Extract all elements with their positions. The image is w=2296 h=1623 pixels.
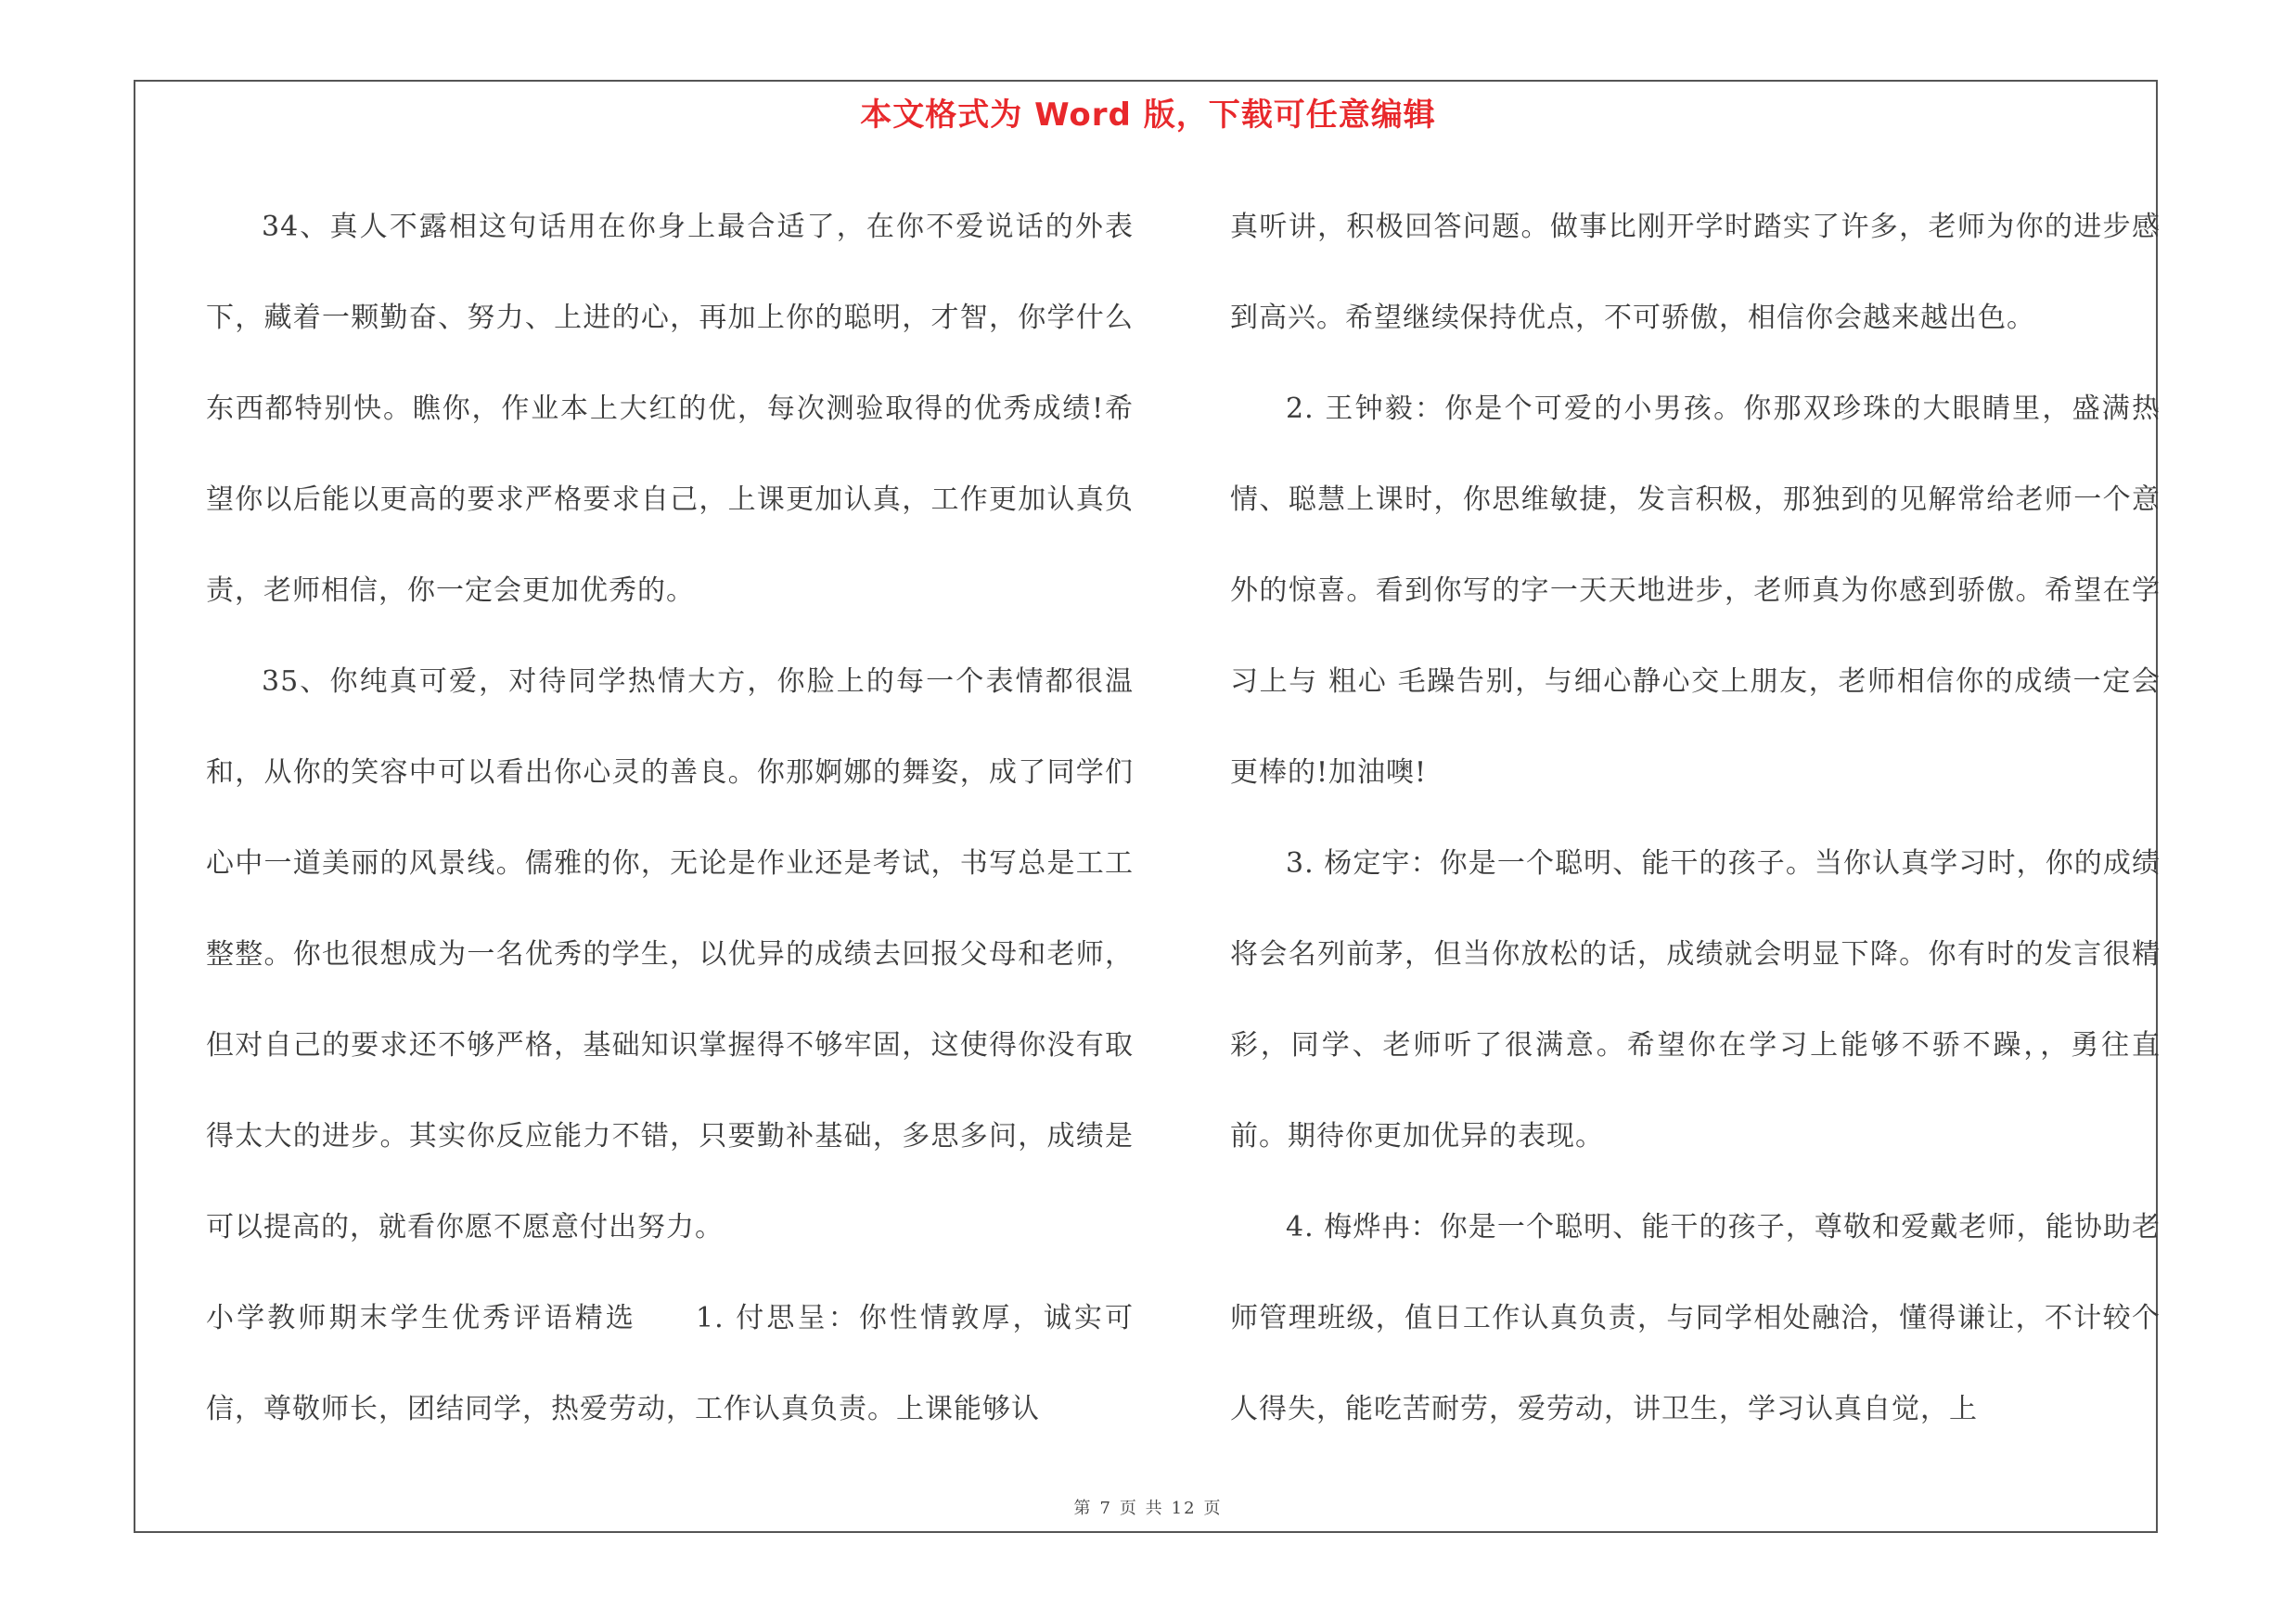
footer-mid: 页 共 bbox=[1119, 1499, 1164, 1518]
section-paragraph bbox=[206, 1273, 1134, 1455]
footer-suffix: 页 bbox=[1203, 1499, 1223, 1518]
page-header: 本文格式为 Word 版，下载可任意编辑 bbox=[860, 97, 1436, 134]
comment-1: 1. 付思呈：你性情敦厚，诚实可信，尊敬师长，团结同学，热爱劳动，工作认真负责。上课能够认 bbox=[206, 1302, 1134, 1425]
right-column bbox=[1230, 182, 2161, 1455]
footer-page-number: 7 bbox=[1099, 1499, 1112, 1518]
comment-2: 2. 王钟毅：你是个可爱的小男孩。你那双珍珠的大眼睛里，盛满热情、聪慧上课时，你思维敏捷，发言积极，那独到的见解常给老师一个意外的惊喜。看到你写的字一天天地进步，老师真为你感到骄傲。希望在学习上与 粗心 毛躁告别，与细心静心交上朋友，老师相信你的成绩一定会更棒的!加油噢! bbox=[1230, 393, 2161, 789]
comment-4: 4. 梅烨冉：你是一个聪明、能干的孩子，尊敬和爱戴老师，能协助老师管理班级，值日工作认真负责，与同学相处融洽，懂得谦让，不计较个人得失，能吃苦耐劳，爱劳动，讲卫生，学习认真自觉，上 bbox=[1230, 1211, 2161, 1425]
page-footer bbox=[0, 1495, 2296, 1519]
comment-35: 35、你纯真可爱，对待同学热情大方，你脸上的每一个表情都很温和，从你的笑容中可以看出你心灵的善良。你那婀娜的舞姿，成了同学们心中一道美丽的风景线。儒雅的你，无论是作业还是考试，书写总是工工整整。你也很想成为一名优秀的学生，以优异的成绩去回报父母和老师，但对自己的要求还不够严格，基础知识掌握得不够牢固，这使得你没有取得太大的进步。其实你反应能力不错，只要勤补基础，多思多问，成绩是可以提高的，就看你愿不愿意付出努力。 bbox=[206, 665, 1134, 1243]
footer-prefix: 第 bbox=[1073, 1499, 1093, 1518]
footer-total-pages: 12 bbox=[1171, 1499, 1197, 1518]
section-title: 小学教师期末学生优秀评语精选 bbox=[206, 1302, 636, 1334]
comment-1-continued: 真听讲，积极回答问题。做事比刚开学时踏实了许多，老师为你的进步感到高兴。希望继续保持优点，不可骄傲，相信你会越来越出色。 bbox=[1230, 211, 2161, 334]
comment-34: 34、真人不露相这句话用在你身上最合适了，在你不爱说话的外表下，藏着一颗勤奋、努力、上进的心，再加上你的聪明，才智，你学什么东西都特别快。瞧你，作业本上大红的优，每次测验取得的优秀成绩!希望你以后能以更高的要求严格要求自己，上课更加认真，工作更加认真负责，老师相信，你一定会更加优秀的。 bbox=[206, 211, 1134, 607]
comment-3: 3. 杨定宇：你是一个聪明、能干的孩子。当你认真学习时，你的成绩将会名列前茅，但当你放松的话，成绩就会明显下降。你有时的发言很精彩，同学、老师听了很满意。希望你在学习上能够不骄不躁，，勇往直前。期待你更加优异的表现。 bbox=[1230, 847, 2161, 1153]
left-column bbox=[206, 182, 1134, 1455]
